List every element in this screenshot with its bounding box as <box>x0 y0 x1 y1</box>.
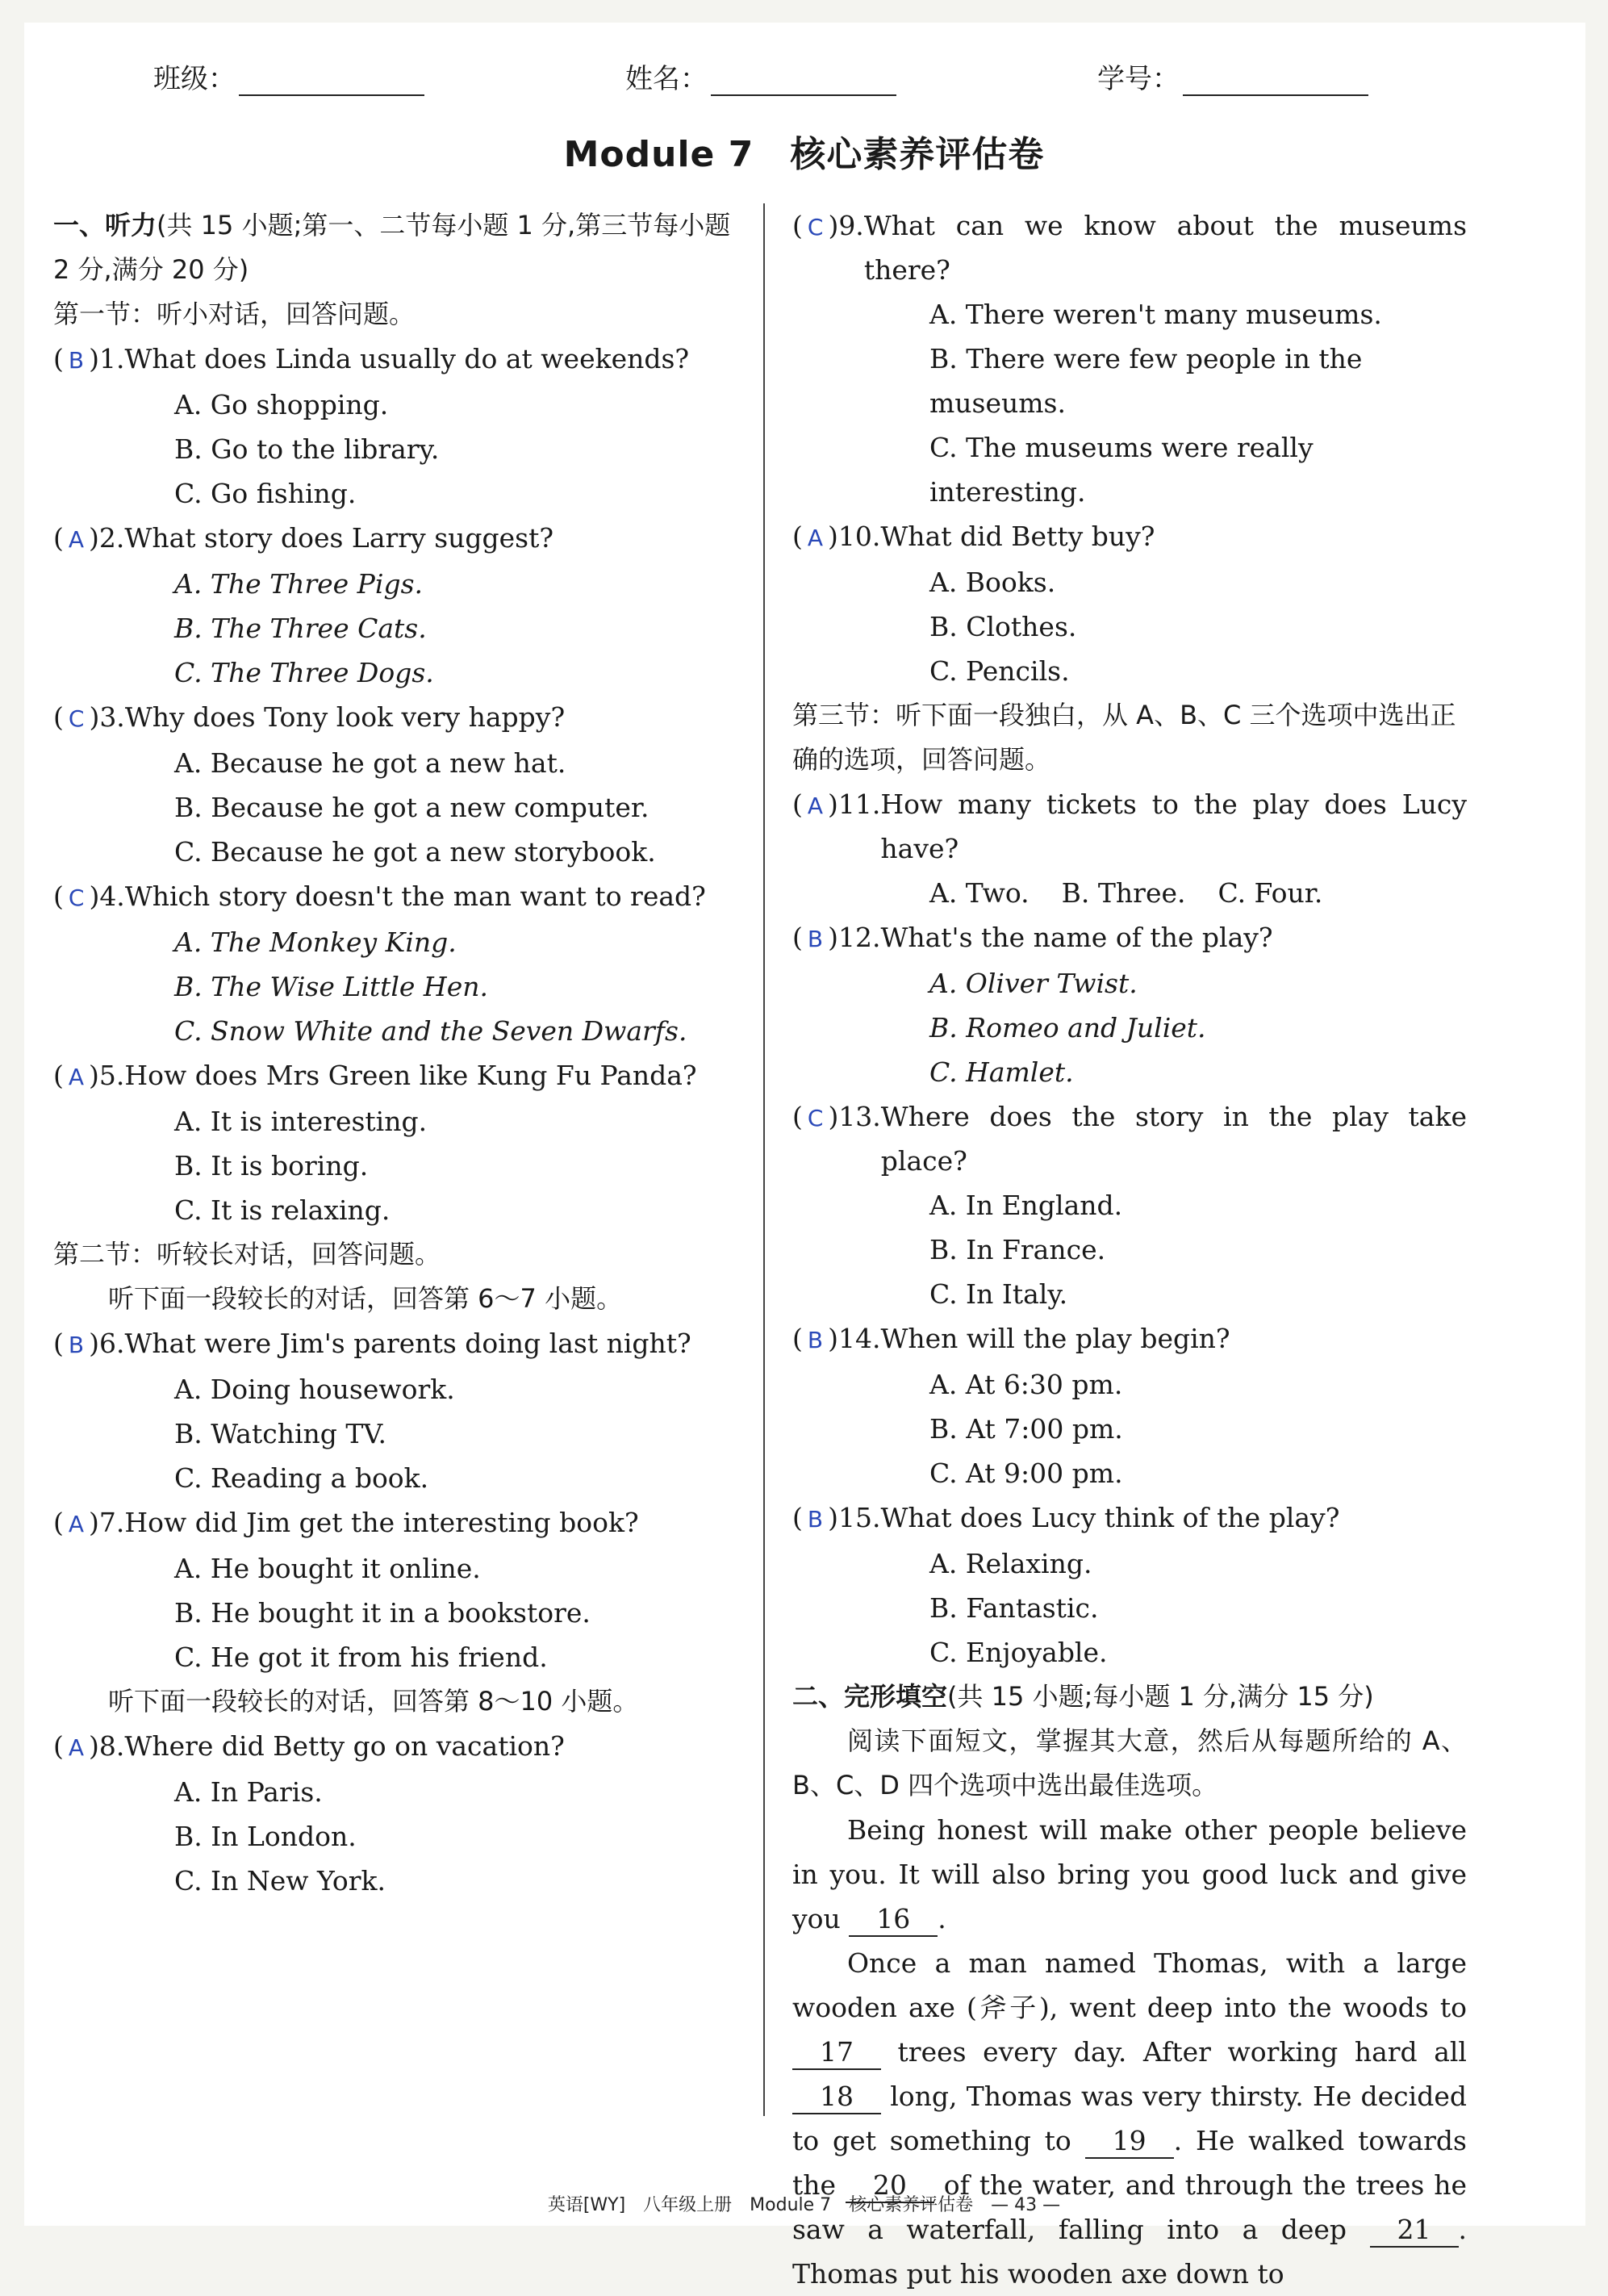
question-stem: What's the name of the play? <box>880 922 1273 953</box>
option[interactable]: A. Oliver Twist. <box>929 968 1138 999</box>
answer-slot[interactable]: ( A ) <box>792 788 838 820</box>
question-number: 13. <box>838 1101 881 1132</box>
answer-letter: A <box>68 1511 85 1537</box>
question-stem: Which story doesn't the man want to read? <box>124 880 706 912</box>
cloze-text: trees every day. After working hard all <box>881 2036 1467 2068</box>
question-stem: What can we know about the museums there? <box>863 210 1467 286</box>
option[interactable]: C. Because he got a new storybook. <box>174 836 656 868</box>
question-number: 8. <box>98 1730 125 1762</box>
question-stem: What story does Larry suggest? <box>124 522 554 554</box>
option[interactable]: A. There weren't many museums. <box>929 299 1382 330</box>
question-2 <box>53 516 731 562</box>
question-number: 9. <box>838 210 864 241</box>
answer-slot[interactable]: ( C ) <box>53 880 100 912</box>
cloze-text: . He walked towards the <box>792 2125 1467 2201</box>
answer-letter: B <box>807 1506 824 1533</box>
answer-letter: A <box>68 1064 85 1090</box>
options-row <box>792 871 1467 915</box>
question-group <box>53 1724 731 1903</box>
cloze-text: . Thomas put his wooden axe down to <box>792 2214 1467 2290</box>
option[interactable]: A. The Monkey King. <box>174 926 457 958</box>
cloze-blank[interactable]: 20 <box>846 2169 934 2203</box>
cloze-blank[interactable]: 18 <box>792 2081 881 2114</box>
student-id-field <box>1097 56 1368 96</box>
question-group <box>792 782 1467 1675</box>
question-group <box>53 1321 731 1679</box>
section2-intro-b: 听下面一段较长的对话，回答第 8～10 小题。 <box>108 1686 639 1717</box>
option[interactable]: A. He bought it online. <box>174 1553 481 1584</box>
question-3 <box>53 695 731 741</box>
answer-letter: A <box>807 525 824 551</box>
option[interactable]: A. Doing housework. <box>174 1374 455 1405</box>
question-stem: What does Lucy think of the play? <box>880 1502 1340 1533</box>
question-5 <box>53 1053 731 1099</box>
student-id-blank[interactable] <box>1183 65 1368 96</box>
option[interactable]: C. He got it from his friend. <box>174 1641 548 1673</box>
section2-heading: 第二节：听较长对话，回答问题。 <box>53 1239 441 1269</box>
option[interactable]: C. At 9:00 pm. <box>929 1457 1123 1489</box>
answer-letter: A <box>68 526 85 553</box>
option[interactable]: B. There were few people in the museums. <box>929 343 1363 419</box>
question-7 <box>53 1500 731 1546</box>
cloze-text: Once a man named Thomas, with a large wooden axe (斧子), went deep into the woods to <box>792 1947 1467 2023</box>
option[interactable]: C. Snow White and the Seven Dwarfs. <box>174 1015 687 1047</box>
section2-intro-a: 听下面一段较长的对话，回答第 6～7 小题。 <box>108 1283 623 1314</box>
question-8 <box>53 1724 731 1770</box>
cloze-paragraph-2 <box>792 1941 1467 2296</box>
answer-slot[interactable]: ( B ) <box>53 1328 99 1359</box>
option[interactable]: B. The Wise Little Hen. <box>174 971 488 1002</box>
answer-slot[interactable]: ( A ) <box>53 522 99 554</box>
option[interactable]: C. In Italy. <box>929 1278 1068 1310</box>
question-4 <box>53 874 731 920</box>
question-13 <box>792 1094 1467 1183</box>
part2-note: (共 15 小题;每小题 1 分,满分 15 分) <box>947 1681 1374 1712</box>
answer-letter: B <box>807 1327 824 1353</box>
option[interactable]: A. Books. <box>929 567 1056 598</box>
question-number: 2. <box>98 522 125 554</box>
answer-slot[interactable]: ( C ) <box>53 701 100 733</box>
option[interactable]: B. Romeo and Juliet. <box>929 1012 1206 1043</box>
option[interactable]: B. The Three Cats. <box>174 613 427 644</box>
question-number: 1. <box>98 343 125 374</box>
question-group <box>792 203 1467 693</box>
option[interactable]: C. In New York. <box>174 1865 386 1897</box>
cloze-blank[interactable]: 16 <box>849 1903 938 1937</box>
student-id-label: 学号： <box>1097 63 1180 95</box>
option[interactable]: B. Watching TV. <box>174 1418 386 1449</box>
answer-letter: A <box>807 793 824 819</box>
answer-letter: C <box>807 1105 824 1131</box>
answer-letter: B <box>68 1332 85 1358</box>
question-1 <box>53 337 731 383</box>
option[interactable]: B. In France. <box>929 1234 1106 1265</box>
question-stem: What did Betty buy? <box>880 521 1155 552</box>
part1-title: 一、听力 <box>53 210 157 240</box>
option[interactable]: B. Clothes. <box>929 611 1077 642</box>
option[interactable]: B. It is boring. <box>174 1150 369 1181</box>
option[interactable]: C. Reading a book. <box>174 1462 429 1494</box>
part2-title: 二、完形填空 <box>792 1681 948 1712</box>
answer-slot[interactable]: ( C ) <box>792 210 839 241</box>
option[interactable]: B. Fantastic. <box>929 1592 1099 1624</box>
cloze-text: of the water, and through the trees he saw a waterfall, falling into a deep <box>792 2169 1467 2245</box>
question-number: 14. <box>837 1323 881 1354</box>
option[interactable]: C. It is relaxing. <box>174 1194 391 1226</box>
option[interactable]: C. Enjoyable. <box>929 1637 1108 1668</box>
answer-slot[interactable]: ( A ) <box>53 1507 99 1538</box>
answer-slot[interactable]: ( B ) <box>792 922 838 953</box>
class-field <box>153 56 424 96</box>
question-number: 3. <box>99 701 125 733</box>
option[interactable]: B. Because he got a new computer. <box>174 792 649 823</box>
answer-slot[interactable]: ( A ) <box>792 521 838 552</box>
answer-slot[interactable]: ( A ) <box>53 1060 99 1091</box>
answer-letter: C <box>68 885 85 911</box>
question-11 <box>792 782 1467 871</box>
question-number: 11. <box>837 788 881 820</box>
question-6 <box>53 1321 731 1367</box>
answer-letter: C <box>807 214 824 240</box>
question-stem: Where did Betty go on vacation? <box>124 1730 565 1762</box>
option[interactable]: B. Go to the library. <box>174 433 440 465</box>
option[interactable]: A. In Paris. <box>174 1776 323 1808</box>
page-title: Module 7 核心素养评估卷 <box>563 134 1045 175</box>
cloze-text: Being honest will make other people believe in you. It will also bring you good luck and give you <box>792 1814 1467 1934</box>
question-stem: How does Mrs Green like Kung Fu Panda? <box>124 1060 697 1091</box>
class-label: 班级： <box>153 63 236 95</box>
page-footer: 英语[WY] 八年级上册 Module 7 核心素养评估卷 — 43 — <box>547 2195 1061 2215</box>
option[interactable]: C. Hamlet. <box>929 1056 1074 1088</box>
question-number: 10. <box>837 521 881 552</box>
option[interactable]: A. Because he got a new hat. <box>174 747 566 779</box>
name-label: 姓名： <box>625 63 708 95</box>
question-number: 15. <box>837 1502 881 1533</box>
column-divider <box>763 203 765 2116</box>
option[interactable]: A. In England. <box>929 1190 1123 1221</box>
cloze-blank[interactable]: 17 <box>792 2036 881 2070</box>
question-10 <box>792 514 1467 560</box>
question-stem: How many tickets to the play does Lucy have? <box>880 788 1467 864</box>
section1-heading: 第一节：听小对话，回答问题。 <box>53 299 416 329</box>
answer-slot[interactable]: ( C ) <box>792 1101 839 1132</box>
question-number: 6. <box>98 1328 125 1359</box>
cloze-blank[interactable]: 21 <box>1370 2214 1459 2248</box>
question-stem: Why does Tony look very happy? <box>124 701 566 733</box>
name-field <box>625 56 896 96</box>
cloze-paragraph-1 <box>792 1808 1467 1941</box>
question-number: 4. <box>99 880 125 912</box>
answer-letter: B <box>807 926 824 952</box>
option[interactable]: C. The museums were really interesting. <box>929 432 1314 508</box>
question-14 <box>792 1316 1467 1362</box>
left-column <box>53 203 731 1903</box>
right-column <box>792 203 1467 2296</box>
part2-heading <box>792 1675 1467 1719</box>
option[interactable]: A. The Three Pigs. <box>174 568 423 600</box>
question-9 <box>792 203 1467 292</box>
option[interactable]: C. The Three Dogs. <box>174 657 434 688</box>
option[interactable]: A. Two. <box>929 877 1030 909</box>
answer-slot[interactable]: ( B ) <box>792 1323 838 1354</box>
option[interactable]: A. It is interesting. <box>174 1106 428 1137</box>
name-blank[interactable] <box>711 65 896 96</box>
option[interactable]: B. Three. <box>1061 877 1186 909</box>
option[interactable]: C. Pencils. <box>929 655 1070 687</box>
question-stem: Where does the story in the play take place? <box>880 1101 1467 1177</box>
option[interactable]: C. Go fishing. <box>174 478 357 509</box>
answer-letter: B <box>68 347 85 374</box>
question-stem: When will the play begin? <box>880 1323 1230 1354</box>
cloze-text: long, Thomas was very thirsty. He decided to get something to <box>792 2081 1467 2156</box>
answer-slot[interactable]: ( B ) <box>792 1502 838 1533</box>
question-stem: What were Jim's parents doing last night? <box>124 1328 691 1359</box>
option[interactable]: A. At 6:30 pm. <box>929 1369 1123 1400</box>
answer-slot[interactable]: ( A ) <box>53 1730 99 1762</box>
section3-heading: 第三节：听下面一段独白，从 A、B、C 三个选项中选出正确的选项，回答问题。 <box>792 700 1456 775</box>
question-stem: What does Linda usually do at weekends? <box>124 343 690 374</box>
cloze-blank[interactable]: 19 <box>1085 2125 1174 2159</box>
part1-note: (共 15 小题;第一、二节每小题 1 分,第三节每小题 2 分,满分 20 分) <box>53 210 731 285</box>
option[interactable]: B. At 7:00 pm. <box>929 1413 1123 1445</box>
option[interactable]: A. Relaxing. <box>929 1548 1092 1579</box>
question-12 <box>792 915 1467 961</box>
option[interactable]: B. In London. <box>174 1821 357 1852</box>
class-blank[interactable] <box>239 65 424 96</box>
option[interactable]: C. Four. <box>1217 877 1323 909</box>
option[interactable]: B. He bought it in a bookstore. <box>174 1597 591 1629</box>
answer-letter: A <box>68 1734 85 1761</box>
part1-heading <box>53 203 731 292</box>
answer-letter: C <box>68 705 85 732</box>
question-number: 12. <box>837 922 881 953</box>
question-group <box>53 337 731 1232</box>
option[interactable]: A. Go shopping. <box>174 389 389 420</box>
question-stem: How did Jim get the interesting book? <box>124 1507 639 1538</box>
question-number: 7. <box>98 1507 125 1538</box>
answer-slot[interactable]: ( B ) <box>53 343 99 374</box>
cloze-text: . <box>938 1903 946 1934</box>
question-15 <box>792 1495 1467 1541</box>
part2-intro: 阅读下面短文，掌握其大意，然后从每题所给的 A、B、C、D 四个选项中选出最佳选项。 <box>792 1725 1467 1800</box>
question-number: 5. <box>98 1060 125 1091</box>
